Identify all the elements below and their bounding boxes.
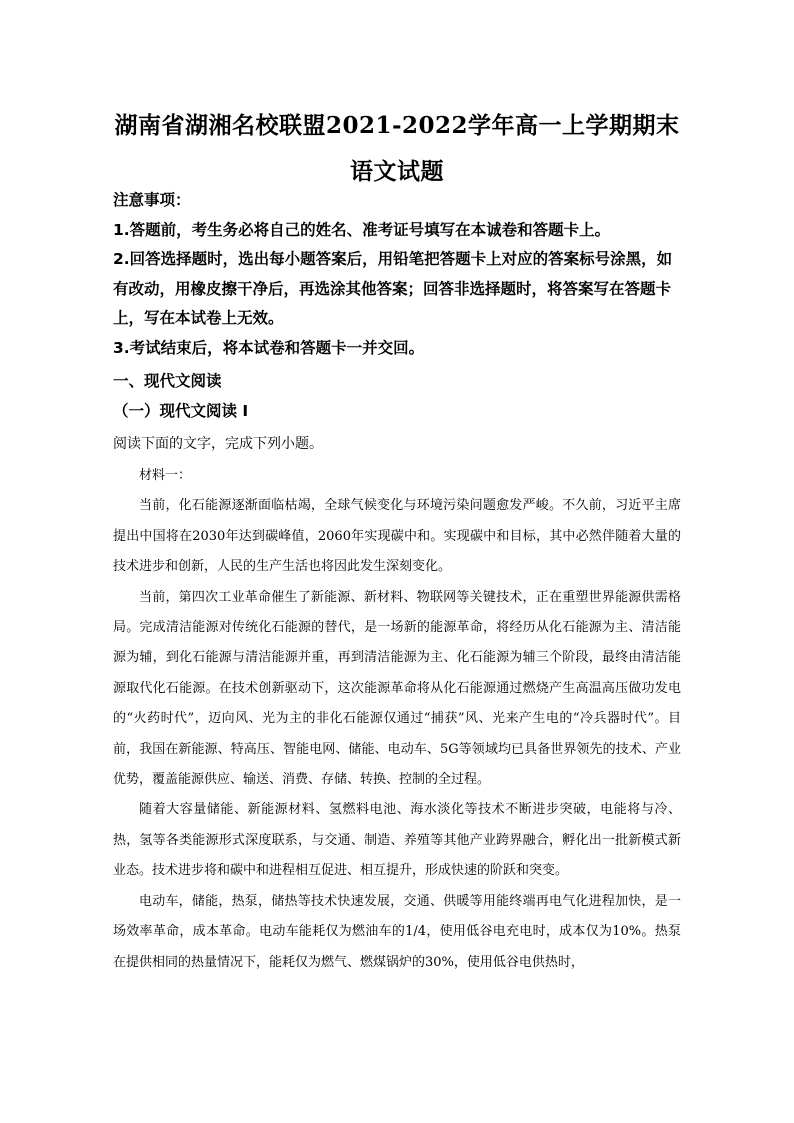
material-label: 材料一： <box>139 468 192 483</box>
note-item-2: 2.回答选择题时，选出每小题答案后，用铅笔把答题卡上对应的答案标号涂黑，如有改动，用橡皮擦干净后，再选涂其他答案；回答非选择题时，将答案写在答题卡上，写在本试卷上无效。 <box>113 250 673 327</box>
notes-section <box>113 186 681 363</box>
paragraph-1: 当前，化石能源逐渐面临枯竭，全球气候变化与环境污染问题愈发严峻。不久前，习近平主席提出中国将在2030年达到碳峰值，2060年实现碳中和。实现碳中和目标，其中必然伴随着大量的技术进步和创新，人民的生产生活也将因此发生深刻变化。 <box>113 498 681 575</box>
notes-heading: 注意事项： <box>113 191 191 209</box>
subsection-heading: （一）现代文阅读 I <box>113 401 249 420</box>
document-title: 湖南省湖湘名校联盟2021-2022学年高一上学期期末语文试题 <box>114 112 680 185</box>
note-item-1: 1.答题前，考生务必将自己的姓名、准考证号填写在本诚卷和答题卡上。 <box>113 220 611 239</box>
instruction-text: 阅读下面的文字，完成下列小题。 <box>113 436 323 452</box>
section-heading: 一、现代文阅读 <box>113 372 222 390</box>
reading-material <box>113 461 681 978</box>
paragraph-2: 当前，第四次工业革命催生了新能源、新材料、物联网等关键技术，正在重塑世界能源供需格局。完成清洁能源对传统化石能源的替代，是一场新的能源革命，将经历从化石能源为主、清洁能源为辅，到化石能源与清洁能源并重，再到清洁能源为主、化石能源为辅三个阶段，最终由清洁能源取代化石能源。在技术创新驱动下，这次能源革命将从化石能源通过燃烧产生高温高压做功发电的“火药时代”，迈向风、光为主的非化石能源仅通过“捕获”风、光来产生电的“冷兵器时代”。目前，我国在新能源、特高压、智能电网、储能、电动车、5G等领域均已具备世界领先的技术、产业优势，覆盖能源供应、输送、消费、存储、转换、控制的全过程。 <box>113 589 681 788</box>
section-headings <box>113 367 681 426</box>
paragraph-3: 随着大容量储能、新能源材料、氢燃料电池、海水淡化等技术不断进步突破，电能将与冷、热，氢等各类能源形式深度联系，与交通、制造、养殖等其他产业跨界融合，孵化出一批新模式新业态。技术进步将和碳中和进程相互促进、相互提升，形成快速的阶跃和突变。 <box>113 802 681 879</box>
paragraph-4: 电动车，储能，热泵，储热等技术快速发展，交通、供暖等用能终端再电气化进程加快，是一场效率革命，成本革命。电动车能耗仅为燃油车的1/4，使用低谷电充电时，成本仅为10%。热泵在提供相同的热量情况下，能耗仅为燃气、燃煤锅炉的30%，使用低谷电供热时， <box>113 893 681 970</box>
note-item-3: 3.考试结束后，将本试卷和答题卡一并交回。 <box>113 338 425 357</box>
